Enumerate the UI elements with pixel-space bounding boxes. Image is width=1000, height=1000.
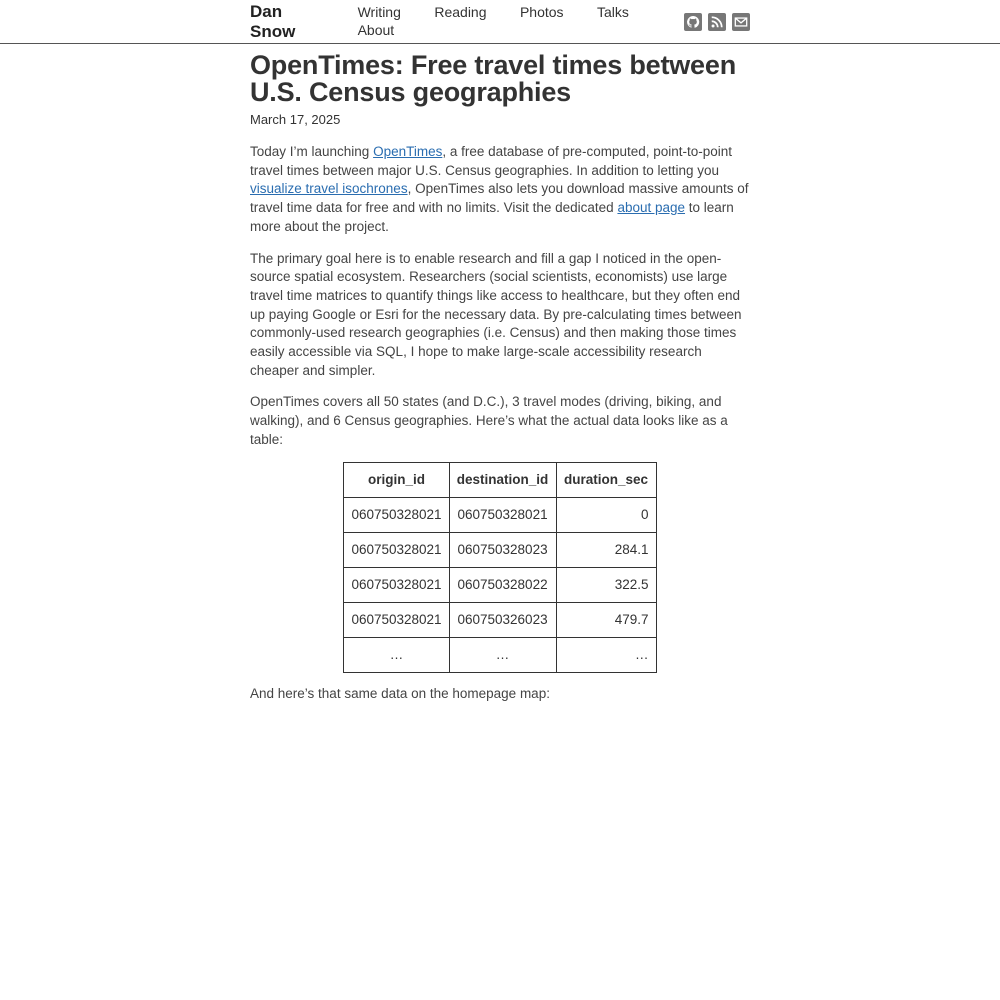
intro-paragraph bbox=[250, 143, 750, 237]
post-content bbox=[250, 52, 750, 703]
table-header-row bbox=[344, 462, 656, 497]
site-header bbox=[0, 0, 1000, 44]
column-header-destination-id: destination_id bbox=[449, 462, 556, 497]
nav-photos[interactable]: Photos bbox=[519, 3, 564, 20]
map-intro-paragraph: And here’s that same data on the homepage map: bbox=[250, 685, 550, 701]
intro-text-2: , a free database of pre-computed, point-to-point travel times between major U.S. Census geographies. In addition to letting you bbox=[250, 144, 733, 178]
visualize-isochrones-link[interactable]: visualize travel isochrones bbox=[250, 181, 408, 197]
table-cell: 284.1 bbox=[556, 532, 656, 567]
nav-about[interactable]: About bbox=[357, 21, 395, 38]
intro-text-4: to learn more about the project. bbox=[250, 200, 734, 234]
nav-talks[interactable]: Talks bbox=[597, 3, 629, 20]
coverage-paragraph: OpenTimes covers all 50 states (and D.C.), 3 travel modes (driving, biking, and walking), and 6 Census geographies. Here’s what the actual data looks like as a table: bbox=[250, 394, 728, 447]
header-inner bbox=[250, 0, 750, 43]
social-icons bbox=[684, 13, 750, 31]
site-brand-link[interactable]: Dan Snow bbox=[250, 1, 296, 41]
table-cell: 060750328021 bbox=[344, 567, 449, 602]
table-row bbox=[344, 602, 656, 637]
table-row bbox=[344, 567, 656, 602]
nav-reading[interactable]: Reading bbox=[434, 3, 487, 20]
table-cell: 060750328021 bbox=[344, 497, 449, 532]
table-cell: 060750328023 bbox=[449, 532, 556, 567]
intro-text-1: Today I’m launching bbox=[250, 144, 374, 159]
about-page-link[interactable]: about page bbox=[617, 200, 686, 216]
intro-text-3: , OpenTimes also lets you download massive amounts of travel time data for free and with no limits. Visit the dedicated bbox=[250, 181, 749, 216]
column-header-duration-sec: duration_sec bbox=[556, 462, 656, 497]
table-cell: 060750328021 bbox=[449, 497, 556, 532]
table-cell: 060750328021 bbox=[344, 532, 449, 567]
table-cell: … bbox=[449, 637, 556, 672]
table-cell: 060750328022 bbox=[449, 567, 556, 602]
column-header-origin-id: origin_id bbox=[344, 462, 449, 497]
goal-paragraph: The primary goal here is to enable research and fill a gap I noticed in the open-source spatial ecosystem. Researchers (social scientists, economists) use large travel time matrices to quantify things like access to healthcare, but they often end up paying Google or Esri for the necessary data. By pre-calculating times between commonly-used research geographies (i.e. Census) and then making those times easily accessible via SQL, I hope to make large-scale accessibility research cheaper and simpler. bbox=[250, 250, 742, 378]
table-cell: 060750326023 bbox=[449, 602, 556, 637]
table-cell: … bbox=[556, 637, 656, 672]
table-cell: 479.7 bbox=[556, 602, 656, 637]
travel-times-table bbox=[343, 462, 656, 673]
email-icon[interactable] bbox=[732, 13, 750, 31]
nav-writing[interactable]: Writing bbox=[357, 3, 401, 20]
github-icon[interactable] bbox=[684, 13, 702, 31]
table-cell: 0 bbox=[556, 497, 656, 532]
table-cell: … bbox=[344, 637, 449, 672]
table-cell: 060750328021 bbox=[344, 602, 449, 637]
main-nav bbox=[358, 4, 684, 40]
table-row bbox=[344, 497, 656, 532]
rss-icon[interactable] bbox=[708, 13, 726, 31]
table-row bbox=[344, 532, 656, 567]
table-row bbox=[344, 637, 656, 672]
opentimes-link[interactable]: OpenTimes bbox=[373, 144, 443, 159]
post-title: OpenTimes: Free travel times between U.S. Census geographies bbox=[250, 50, 736, 107]
table-cell: 322.5 bbox=[556, 567, 656, 602]
post-date: March 17, 2025 bbox=[250, 112, 341, 127]
